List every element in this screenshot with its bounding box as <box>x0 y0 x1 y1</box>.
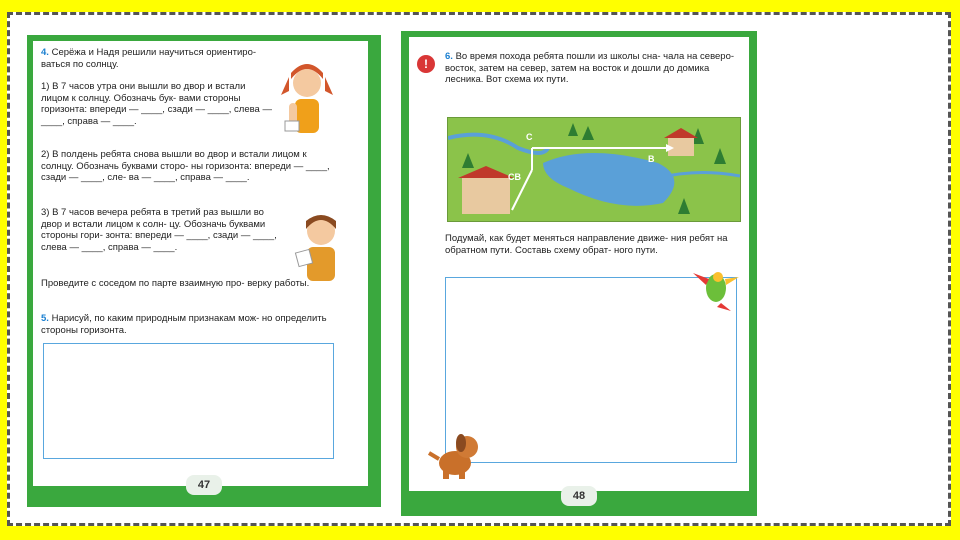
page-47-content <box>33 41 368 486</box>
task5-number: 5. <box>41 313 49 324</box>
task4-intro <box>41 47 271 70</box>
task5-text <box>41 313 341 336</box>
puppy-illustration <box>427 431 487 481</box>
textbook-page-48 <box>401 31 757 516</box>
page-number-47 <box>27 475 381 495</box>
think-prompt: Подумай, как будет меняться направление движе- ния ребят на обратном пути. Составь схему обрат- ного пути. <box>445 233 728 256</box>
page-number-47-text: 47 <box>186 475 222 495</box>
task4-question-1: 1) В 7 часов утра они вышли во двор и встали лицом к солнцу. Обозначь бук- вами стороны горизонта: впереди — ____, сзади — ____, слева — ____, справа — ____. <box>41 81 272 127</box>
task6-text <box>445 51 740 86</box>
task4-intro-text: Серёжа и Надя решили научиться ориентиро- ваться по солнцу. <box>41 47 257 70</box>
task4-check-note: Проведите с соседом по парте взаимную про- верку работы. <box>41 278 310 289</box>
boy-illustration <box>291 209 351 289</box>
task6-body: Во время похода ребята пошли из школы сна- чала на северо-восток, затем на север, затем на восток и дошли до домика лесника. Вот схема их пути. <box>445 51 735 85</box>
task4-number: 4. <box>41 47 49 58</box>
page-48-content <box>409 37 749 491</box>
map-label-northeast: СВ <box>508 172 521 182</box>
page-number-48 <box>401 486 757 506</box>
page-number-48-text: 48 <box>561 486 597 506</box>
girl-illustration <box>277 59 337 149</box>
alert-icon: ! <box>417 55 435 73</box>
textbook-page-47 <box>27 35 381 507</box>
map-label-north: С <box>526 132 533 142</box>
task4-question-2: 2) В полдень ребята снова вышли во двор и встали лицом к солнцу. Обозначь буквами сторо- ны горизонта: впереди — ____, сзади — ____, сле- ва — ____, справа — ____. <box>41 149 330 183</box>
task4-question-3: 3) В 7 часов вечера ребята в третий раз вышли во двор и встали лицом к солн- цу. Обозначь буквами стороны гори- зонта: впереди — ____, сзади — ____, слева — ____, справа — ____. <box>41 207 277 253</box>
map-label-east: В <box>648 154 655 164</box>
route-map-drawing <box>448 118 740 221</box>
task5-body: Нарисуй, по каким природным признакам мож- но определить стороны горизонта. <box>41 313 327 336</box>
task5-drawing-area[interactable] <box>43 343 334 459</box>
parrot-illustration <box>691 263 741 313</box>
route-map <box>447 117 741 222</box>
task6-number: 6. <box>445 51 453 62</box>
